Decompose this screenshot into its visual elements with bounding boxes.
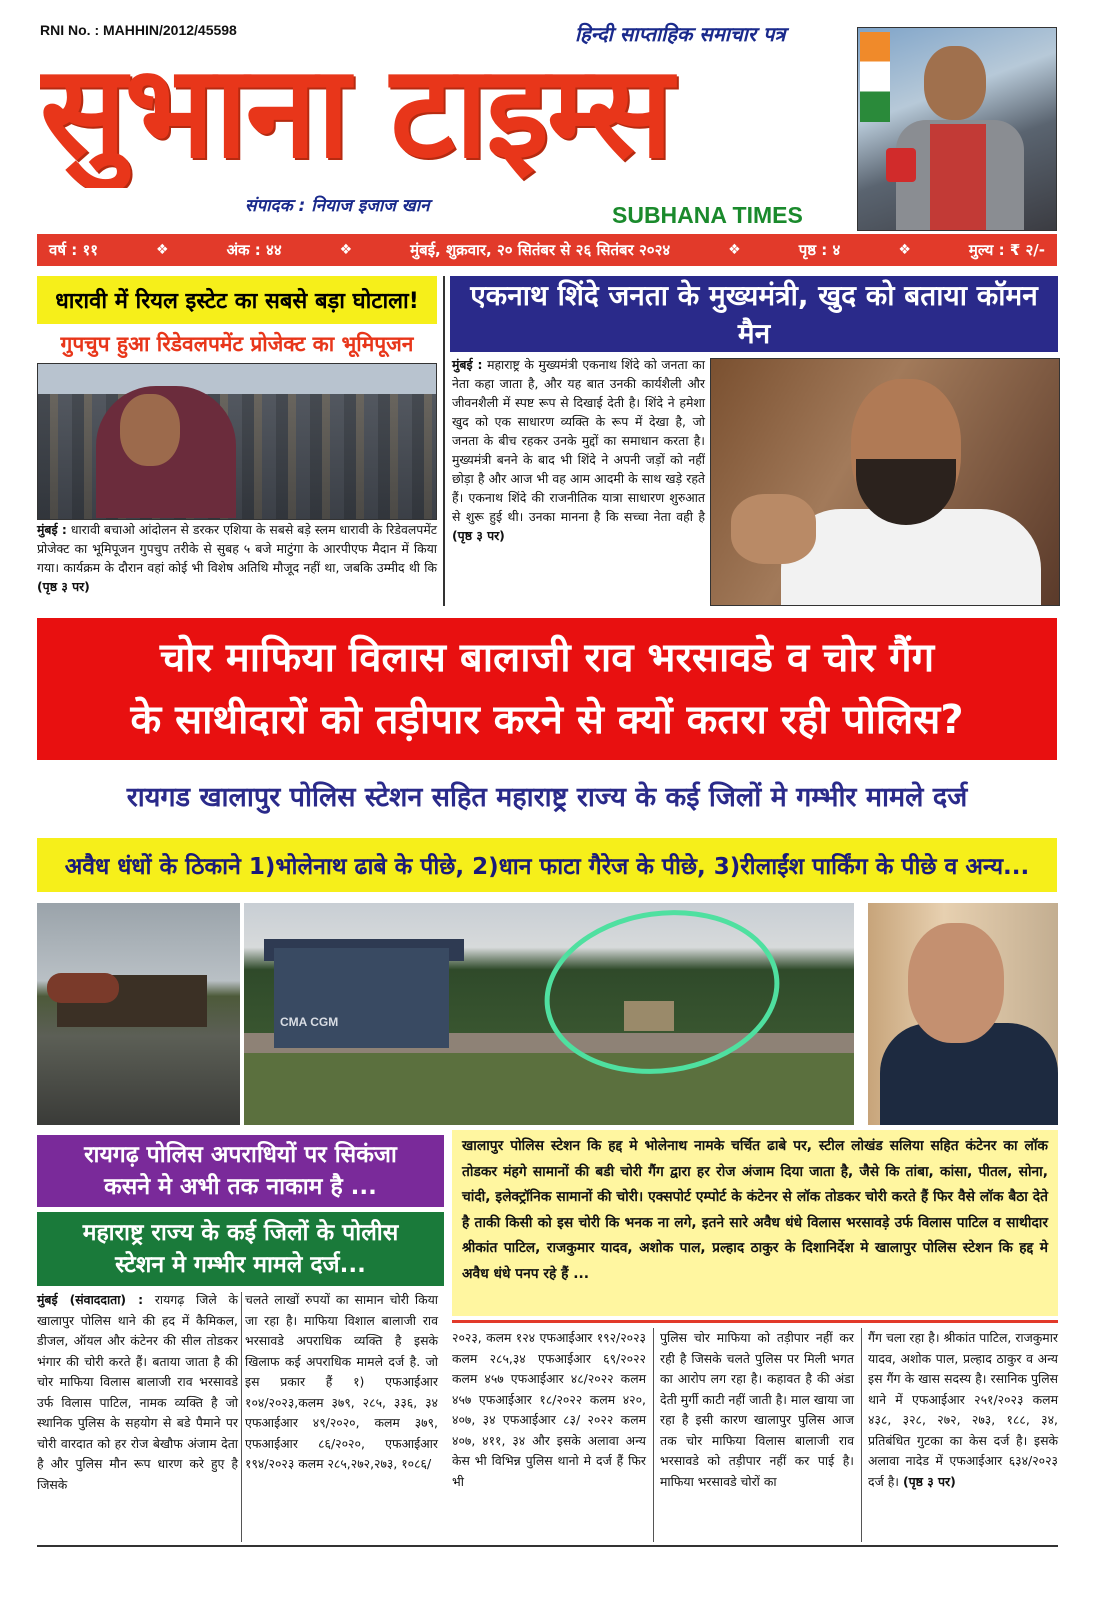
pages: पृष्ठ : ४: [798, 241, 841, 259]
purple-callout-line2: कसने मे अभी तक नाकाम है ...: [104, 1174, 377, 1200]
main-headline: [37, 618, 1057, 760]
english-title: SUBHANA TIMES: [612, 202, 803, 228]
main-subhead: रायगड खालापुर पोलिस स्टेशन सहित महाराष्ट्र राज्य के कई जिलों मे गम्भीर मामले दर्ज: [126, 781, 968, 813]
column1-text: रायगढ़ जिले के खालापुर पोलिस थाने की हद में कैमिकल, डीजल, ऑयल और कंटेनर की सील तोडकर भंगार की चोरी करते हैं। बताया जाता है की चोर माफिया विलास बालाजी राव भरसावडे उर्फ विलास पाटिल, नामक व्यक्ति है जो स्थानिक पुलिस के सहयोग से बडे पैमाने पर चोरी वारदात को हर रोज बेखौफ अंजाम देता है और पुलिस मौन रूप धारण करे हुए है जिसके: [37, 1292, 238, 1492]
story1-subhead: गुपचुप हुआ रिडेवलपमेंट प्रोजेक्ट का भूमिपूजन: [60, 332, 414, 356]
separator-icon: ❖: [339, 242, 353, 258]
green-callout-line1: महाराष्ट्र राज्य के कई जिलों के पोलीस: [82, 1220, 399, 1246]
story1-body: [37, 520, 437, 596]
date: मुंबई, शुक्रवार, २० सितंबर से २६ सितंबर २०२४: [410, 241, 671, 259]
accused-photo: [868, 903, 1058, 1125]
separator-icon: ❖: [156, 242, 169, 258]
editor-photo: [857, 27, 1057, 231]
article-column-1: [37, 1290, 238, 1495]
trucks-photo: [37, 903, 240, 1125]
article-column-5: [868, 1328, 1058, 1492]
story1-photo: [37, 363, 437, 520]
story2-continued: (पृष्ठ ३ पर): [452, 528, 505, 543]
column5-continued: (पृष्ठ ३ पर): [902, 1473, 956, 1489]
price: मुल्य : ₹ २/-: [968, 241, 1045, 259]
main-headline-line1: चोर माफिया विलास बालाजी राव भरसावडे व चोर गैंग: [159, 635, 935, 681]
microphone-icon: [886, 148, 916, 182]
issue: अंक : ४४: [226, 241, 282, 259]
story2-headline: एकनाथ शिंदे जनता के मुख्यमंत्री, खुद को बताया कॉमन मैन: [450, 276, 1058, 352]
column-divider: [443, 276, 445, 606]
column5-text: गैंग चला रहा है। श्रीकांत पाटिल, राजकुमार यादव, अशोक पाल, प्रल्हाद ठाकुर व अन्य इस गैंग के खास सदस्य है। रसानिक पुलिस थाने में एफआईआर २५१/२०२३ कलम ४३८, ३२८, २७२, २७३, १८८, ३४, प्रतिबंधित गुटका का केस दर्ज है। इसके अलावा नादेड में एफआईआर ६३४/२०२३ दर्ज है।: [868, 1330, 1058, 1489]
tagline: हिन्दी साप्ताहिक समाचार पत्र: [575, 22, 786, 46]
article-column-4: पुलिस चोर माफिया को तड़ीपार नहीं कर रही है जिसके चलते पुलिस पर मिली भगत का आरोप लग रहा है। कहावत है की अंडा देती मुर्गी काटी नहीं जाती है। माल खाया जा रहा है इसी कारण खालापुर पुलिस आज तक चोर माफिया विलास बालाजी राव भरसावडे को तड़ीपार नहीं कर पाई है। माफिया भरसावडे चोरों का: [660, 1330, 854, 1489]
story1-continued: (पृष्ठ ३ पर): [37, 579, 90, 594]
green-callout-line2: स्टेशन मे गम्भीर मामले दर्ज...: [115, 1252, 366, 1278]
masthead-logo: सुभाना टाइम्स: [40, 38, 672, 187]
editor-credit: संपादक : नियाज इजाज खान: [245, 196, 430, 216]
summary-box: खालापुर पोलिस स्टेशन कि हद्द मे भोलेनाथ नामके चर्चित ढाबे पर, स्टील लोखंड सलिया सहित कंटेनर का लॉक तोडकर मंहगे सामानों की बडी चोरी गैंग द्वारा हर रोज अंजाम दिया जाता है, जैसे कि तांबा, कांसा, पीतल, सोना, चांदी, इलेक्ट्रॉनिक सामानों की चोरी। एक्सपोर्ट एम्पोर्ट के कंटेनर से लॉक तोडकर चोरी करते हैं फिर वैसे लॉक बैठा देते है ताकी किसी को इस चोरी कि भनक ना लगे, इतने सारे अवैध धंधे विलास भरसावड़े उर्फ विलास पाटिल व साथीदार श्रीकांत पाटिल, राजकुमार यादव, अशोक पाल, प्रल्हाद ठाकुर के दिशानिर्देश मे खालापुर पोलिस स्टेशन कि हद्द मे अवैध धंधे पनप रहे हैं ...: [452, 1130, 1058, 1316]
story2-text: महाराष्ट्र के मुख्यमंत्री एकनाथ शिंदे को जनता का नेता कहा जाता है, और यह बात उनकी कार्यशैली और जीवनशैली में स्पष्ट रूप से दिखाई देती है। शिंदे ने हमेशा खुद को एक साधारण व्यक्ति के रूप में देखा है, जो जनता के बीच रहकर उनके मुद्दों का समाधान करता है। मुख्यमंत्री बनने के बाद भी शिंदे ने अपनी जड़ों को नहीं छोड़ा है और आज भी वह आम आदमी के साथ खड़े रहते हैं। एकनाथ शिंदे की राजनीतिक यात्रा साधारण शुरुआत से शुरू हुई थी। उनका मानना है कि सच्चा नेता वही है: [452, 357, 705, 524]
flag-icon: [860, 32, 890, 122]
red-rule: [452, 1320, 1058, 1323]
dateline-bar: [37, 234, 1057, 266]
story2-photo: [710, 358, 1060, 606]
green-callout: [37, 1212, 444, 1286]
rni-number: RNI No. : MAHHIN/2012/45598: [40, 22, 237, 38]
container-label: CMA CGM: [280, 1015, 339, 1029]
bottom-rule: [37, 1545, 1058, 1547]
story1-dateline: मुंबई :: [37, 522, 67, 537]
story1-text: धारावी बचाओ आंदोलन से डरकर एशिया के सबसे बड़े स्लम धारावी के रिडेवलपमेंट प्रोजेक्ट का भूमिपूजन गुपचुप तरीके से सुबह ५ बजे माटुंगा के आरपीएफ मैदान में किया गया। कार्यक्रम के दौरान वहां कोई भी विशेष अतिथि मौजूद नहीं था, जबकि उम्मीद थी कि: [37, 522, 437, 575]
dhaba-site-photo: [244, 903, 854, 1125]
separator-icon: ❖: [728, 242, 741, 258]
main-headline-line2: के साथीदारों को तड़ीपार करने से क्यों कतरा रही पोलिस?: [130, 697, 964, 743]
year: वर्ष : ११: [49, 241, 99, 259]
purple-callout-line1: रायगढ़ पोलिस अपराधियों पर सिकंजा: [84, 1142, 397, 1168]
column-divider: [653, 1328, 654, 1542]
article-column-3: २०२३, कलम १२४ एफआईआर १९२/२०२३ कलम २८५,३४ एफआईआर ६९/२०२२ कलम ४५७ एफआईआर ४८/२०२२ कलम ४५७ एफआईआर १८/२०२२ कलम ४२०, ४०७, ३४ एफआईआर ८३/ २०२२ कलम ४०७, ४११, ३४ और इसके अलावा अन्य केस भी विभिन्न पुलिस थानो मे दर्ज हैं फिर भी: [452, 1330, 646, 1489]
purple-callout: [37, 1135, 444, 1207]
story2-dateline: मुंबई :: [452, 357, 483, 372]
column-divider: [241, 1292, 242, 1542]
locations-banner: अवैध धंधों के ठिकाने 1)भोलेनाथ ढाबे के पीछे, 2)धान फाटा गैरेज के पीछे, 3)रीलाईंश पार्किंग के पीछे व अन्य...: [37, 838, 1057, 892]
story1-headline: धारावी में रियल इस्टेट का सबसे बड़ा घोटाला!: [37, 276, 437, 324]
article-column-2: चलते लाखों रुपयों का सामान चोरी किया जा रहा है। माफिया विशाल बालाजी राव भरसावडे अपराधिक व्यक्ति है इसके खिलाफ कई अपराधिक मामले दर्ज है. जो इस प्रकार हैं १) एफआईआर १०४/२०२३,कलम ३७९, २८५, ३३६, ३४ एफआईआर ४९/२०२०, कलम ३७९, एफआईआर ८६/२०२०, एफआईआर १९४/२०२३ कलम २८५,२७२,२७३, १०८६/: [245, 1292, 438, 1471]
story2-body: [452, 355, 705, 545]
column1-lead: मुंबई (संवाददाता) :: [37, 1292, 144, 1307]
column-divider: [861, 1328, 862, 1542]
separator-icon: ❖: [898, 242, 911, 258]
